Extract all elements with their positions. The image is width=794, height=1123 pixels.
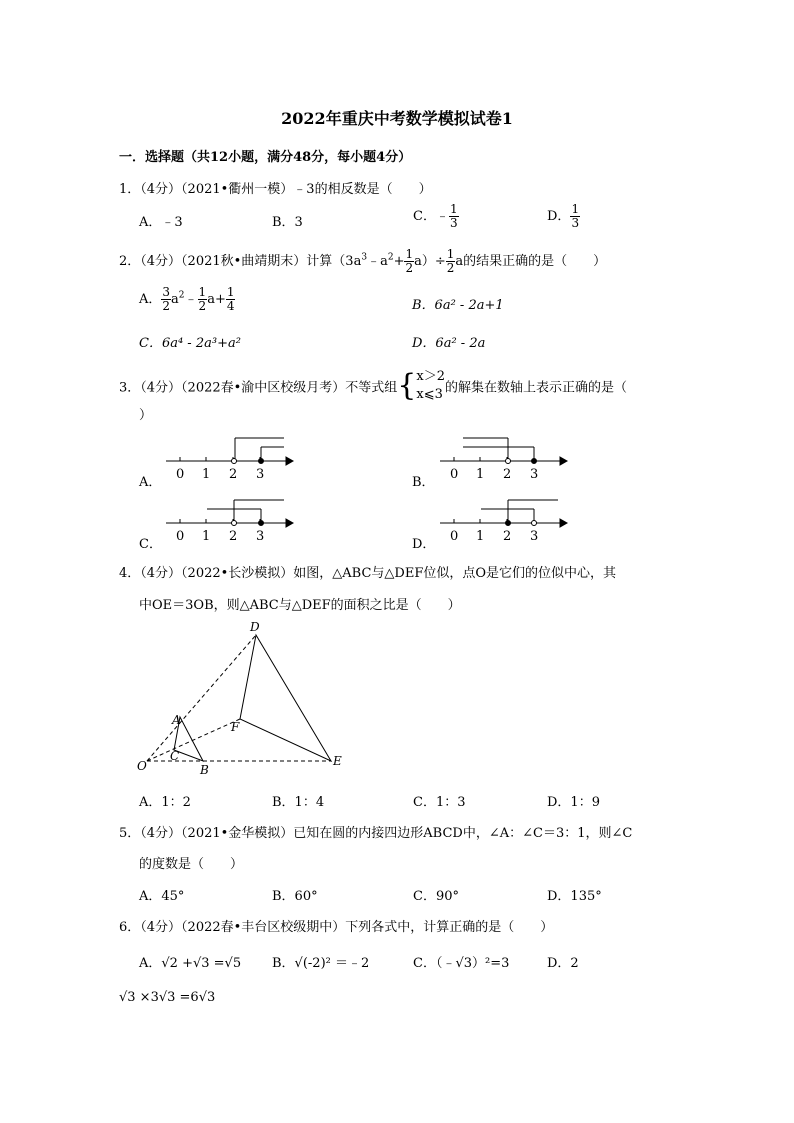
tick-label: 0: [450, 529, 459, 544]
question-2-option-b: B．6a² - 2a+1: [412, 298, 504, 313]
question-5-option-b: B．60°: [272, 889, 318, 904]
tick-label: 2: [503, 467, 512, 482]
question-1-option-c: C．﹣ $\frac{1}{3}$: [413, 202, 458, 230]
question-4-figure: [130, 620, 360, 780]
question-5-option-c: C．90°: [413, 889, 459, 904]
question-1-option-a: A．﹣3: [139, 215, 183, 230]
question-4-line-1: 4．（4分）（2022•长沙模拟）如图，△ABC与△DEF位似，点O是它们的位似中心，其: [119, 566, 617, 581]
triangle-def: [240, 635, 331, 761]
question-2-stem: 2．（4分）（2021秋•曲靖期末）计算（$3a^3﹣a^2+$ $\frac{1}{2}$ a）÷ $\frac{1}{2}$ a的结果正确的是（ ）: [119, 247, 607, 275]
tick-label: 2: [229, 467, 238, 482]
label-b: B: [200, 763, 209, 777]
tick-label: 0: [176, 467, 185, 482]
page-title: 2022年重庆中考数学模拟试卷1: [281, 109, 513, 128]
question-4-option-c: C．1：3: [413, 795, 466, 810]
question-3-stem-line2: ）: [139, 408, 153, 423]
tick-label: 3: [256, 529, 265, 544]
question-1-option-d: D． $\frac{1}{3}$: [547, 202, 580, 230]
question-3-axes: [160, 430, 580, 560]
tick-label: 1: [202, 467, 211, 482]
question-3-option-c: C．: [139, 537, 162, 552]
question-5-option-a: A．45°: [139, 889, 185, 904]
label-c: C: [170, 749, 180, 763]
tick-label: 3: [256, 467, 265, 482]
question-4-option-b: B．1：4: [272, 795, 325, 810]
label-d: D: [250, 620, 260, 634]
label-f: F: [231, 720, 240, 734]
question-5-line-1: 5．（4分）（2021•金华模拟）已知在圆的内接四边形ABCD中，∠A：∠C＝3：1，则∠C: [119, 826, 633, 841]
question-2-option-a: A． $\frac{3}{2}$ $a^2﹣$ $\frac{1}{2}$ a+ $\frac{1}{4}$: [139, 285, 235, 313]
question-2-option-d: D．6a² - 2a: [412, 336, 486, 351]
question-1-stem: 1．（4分）（2021•衢州一模）﹣3的相反数是（ ）: [119, 182, 432, 197]
tick-label: 1: [476, 529, 485, 544]
label-e: E: [333, 754, 342, 768]
question-6-option-b: B．√(-2)² ＝﹣2: [272, 956, 370, 971]
question-4-option-a: A．1：2: [139, 795, 191, 810]
tick-label: 0: [176, 529, 185, 544]
question-5-option-d: D．135°: [547, 889, 602, 904]
question-6-option-d: D．2: [547, 956, 579, 971]
question-4-line-2: 中OE＝3OB，则△ABC与△DEF的面积之比是（ ）: [139, 598, 461, 613]
question-4-option-d: D．1：9: [547, 795, 600, 810]
question-6-option-d-continued: √3 ×3√3 =6√3: [119, 990, 216, 1005]
label-a: A: [172, 713, 181, 727]
tick-label: 2: [229, 529, 238, 544]
line-od: [147, 635, 256, 761]
tick-label: 1: [476, 467, 485, 482]
tick-label: 0: [450, 467, 459, 482]
question-3-stem: 3．（4分）（2022春•渝中区校级月考）不等式组{ x＞2 x⩽3 的解集在数轴上表示正确的是（: [119, 368, 628, 403]
tick-label: 3: [530, 529, 539, 544]
question-3-option-d: D．: [412, 537, 436, 552]
question-2-option-c: C．6a⁴ - 2a³+a²: [139, 336, 241, 351]
tick-label: 2: [503, 529, 512, 544]
label-o: O: [137, 759, 147, 773]
question-6-stem: 6．（4分）（2022春•丰台区校级期中）下列各式中，计算正确的是（ ）: [119, 920, 554, 935]
section-heading: 一．选择题（共12小题，满分48分，每小题4分）: [119, 150, 412, 165]
question-6-option-a: A．√2 +√3 =√5: [139, 956, 242, 971]
question-1-option-b: B．3: [272, 215, 303, 230]
question-5-line-2: 的度数是（ ）: [139, 857, 244, 872]
question-3-option-a: A．: [139, 475, 162, 490]
question-6-option-c: C．（﹣√3）²=3: [413, 956, 510, 971]
line-of: [147, 719, 240, 761]
question-3-option-b: B．: [412, 475, 435, 490]
tick-label: 3: [530, 467, 539, 482]
tick-label: 1: [202, 529, 211, 544]
